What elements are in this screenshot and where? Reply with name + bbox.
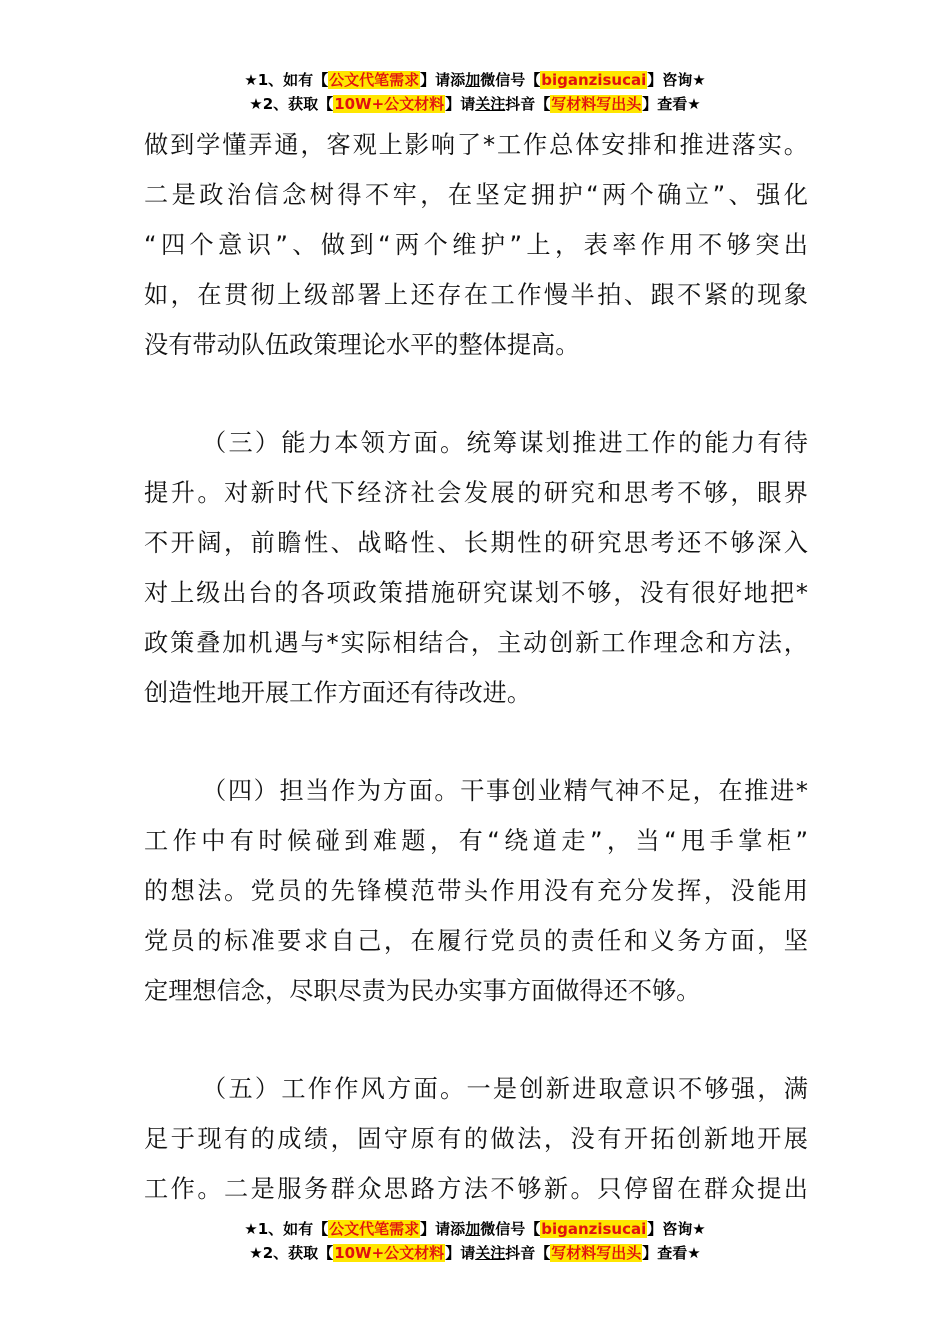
highlight-text: 公文代笔需求 — [329, 1220, 420, 1238]
text-line: 不开阔，前瞻性、战略性、长期性的研究思考还不够深入 — [144, 529, 808, 557]
banner-text: ★2、获取【 — [249, 95, 334, 113]
banner-text: 】查看★ — [642, 1244, 701, 1262]
banner-text: 】咨询★ — [647, 1220, 706, 1238]
banner-text: 】请 — [445, 95, 476, 113]
text-line: （三）能力本领方面。统筹谋划推进工作的能力有待 — [202, 429, 808, 457]
text-line: 二是政治信念树得不牢，在坚定拥护“两个确立”、强化 — [144, 181, 808, 209]
text-line: 定理想信念，尽职尽责为民办实事方面做得还不够。 — [144, 977, 701, 1005]
text-line: 党员的标准要求自己，在履行党员的责任和义务方面，坚 — [144, 927, 808, 955]
text-line: （五）工作作风方面。一是创新进取意识不够强，满 — [202, 1075, 808, 1103]
banner-text: 】查看★ — [642, 95, 701, 113]
footer-banner — [0, 1217, 950, 1265]
underlined-text: 加 — [465, 71, 481, 89]
highlight-text: 公文代笔需求 — [329, 71, 420, 89]
text-line: 的想法。党员的先锋模范带头作用没有充分发挥，没能用 — [144, 877, 808, 905]
footer-line-1 — [0, 1217, 950, 1241]
footer-line-2 — [0, 1241, 950, 1265]
wechat-id-highlight: biganzisucai — [541, 71, 647, 89]
paragraph-ability — [144, 418, 808, 718]
text-line: 工作中有时候碰到难题，有“绕道走”，当“甩手掌柜” — [144, 827, 808, 855]
text-line: “四个意识”、做到“两个维护”上，表率作用不够突出 — [144, 231, 808, 259]
underlined-text: 加 — [465, 1220, 481, 1238]
paragraph-responsibility — [144, 766, 808, 1016]
text-line: （四）担当作为方面。干事创业精气神不足，在推进* — [202, 777, 808, 805]
banner-text: ★2、获取【 — [249, 1244, 334, 1262]
wechat-id-highlight: biganzisucai — [541, 1220, 647, 1238]
banner-text: ★1、如有【 — [244, 1220, 329, 1238]
douyin-account-highlight: 写材料写出头 — [551, 95, 642, 113]
banner-text: 微信号【 — [480, 71, 541, 89]
header-line-2 — [0, 92, 950, 116]
header-banner — [0, 68, 950, 116]
highlight-text: 10W+公文材料 — [334, 95, 445, 113]
text-line: 做到学懂弄通，客观上影响了*工作总体安排和推进落实。 — [144, 131, 808, 159]
text-line: 对上级出台的各项政策措施研究谋划不够，没有很好地把* — [144, 579, 808, 607]
underlined-text: 关注 — [475, 95, 506, 113]
text-line: 如，在贯彻上级部署上还存在工作慢半拍、跟不紧的现象 — [144, 281, 808, 309]
text-line: 工作。二是服务群众思路方法不够新。只停留在群众提出 — [144, 1175, 808, 1203]
paragraph-work-style — [144, 1064, 808, 1214]
banner-text: 】请添 — [420, 1220, 466, 1238]
paragraph-political-belief — [144, 120, 808, 370]
banner-text: 】请 — [445, 1244, 476, 1262]
header-line-1 — [0, 68, 950, 92]
text-line: 没有带动队伍政策理论水平的整体提高。 — [144, 331, 580, 359]
banner-text: ★1、如有【 — [244, 71, 329, 89]
text-line: 提升。对新时代下经济社会发展的研究和思考不够，眼界 — [144, 479, 808, 507]
highlight-text: 10W+公文材料 — [334, 1244, 445, 1262]
text-line: 创造性地开展工作方面还有待改进。 — [144, 679, 532, 707]
banner-text: 微信号【 — [480, 1220, 541, 1238]
underlined-text: 关注 — [475, 1244, 506, 1262]
banner-text: 】请添 — [420, 71, 466, 89]
banner-text: 】咨询★ — [647, 71, 706, 89]
banner-text: 抖音【 — [505, 1244, 551, 1262]
douyin-account-highlight: 写材料写出头 — [551, 1244, 642, 1262]
banner-text: 抖音【 — [505, 95, 551, 113]
text-line: 足于现有的成绩，固守原有的做法，没有开拓创新地开展 — [144, 1125, 808, 1153]
text-line: 政策叠加机遇与*实际相结合，主动创新工作理念和方法， — [144, 629, 808, 657]
